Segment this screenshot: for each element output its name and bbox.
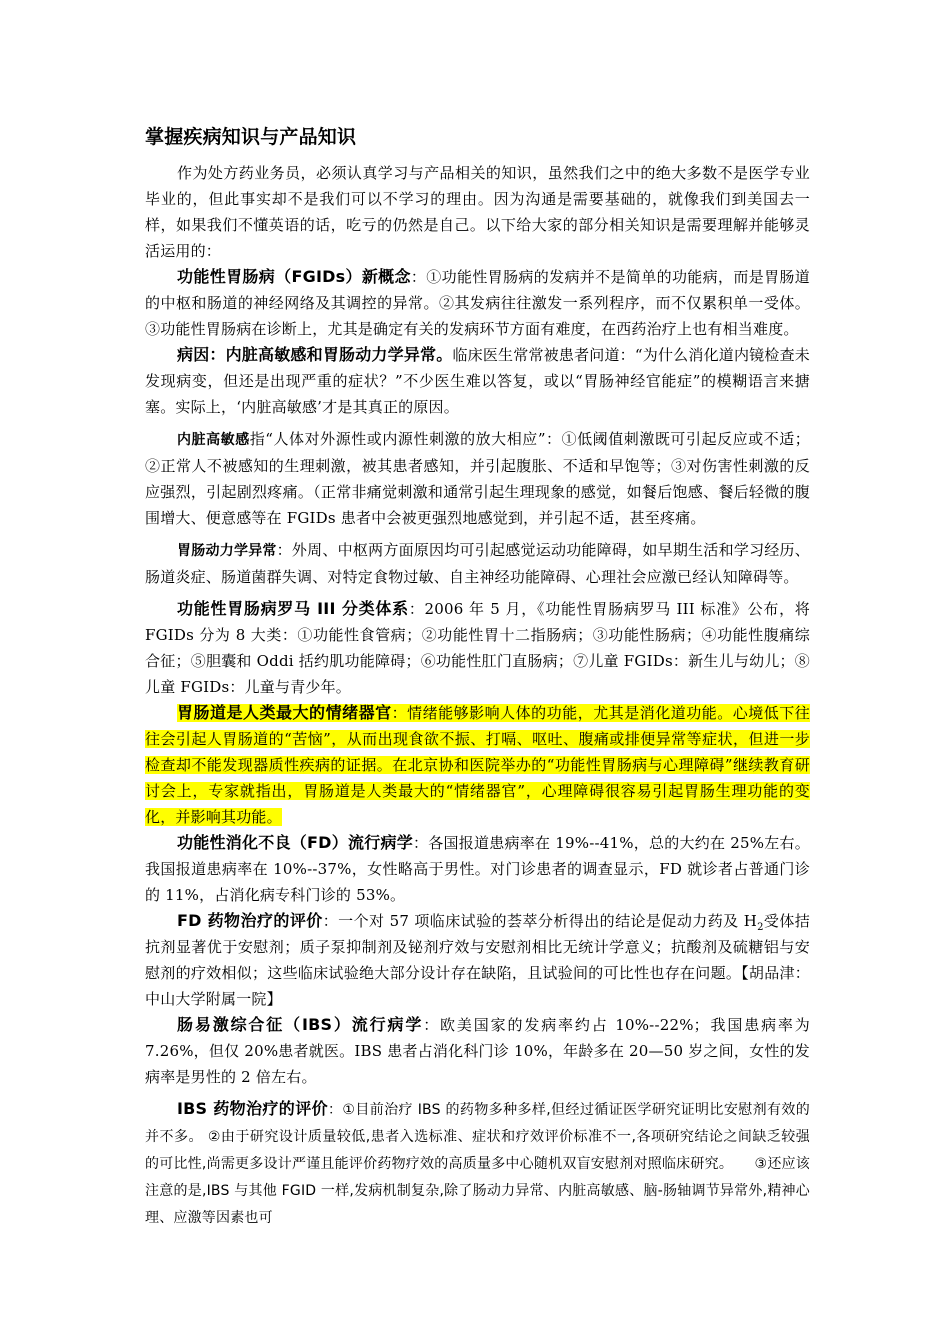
paragraph-fd-epidemiology [145,830,810,908]
body-rome-iii: ：2006 年 5 月，《功能性胃肠病罗马 III 标准》公布，将 FGIDs 分为 8 大类：①功能性食管病；②功能性胃十二指肠病；③功能性肠病；④功能性腹痛综合征；⑤胆囊和 Oddi 括约肌功能障碍；⑥功能性肛门直肠病；⑦儿童 FGIDs：新生儿与幼儿；⑧儿童 FGIDs：儿童与青少年。 [145,600,810,696]
heading-motility: 胃肠动力学异常 [177,543,277,559]
body-fd-drug-eval-b: 受体拮抗剂显著优于安慰剂；质子泵抑制剂及铋剂疗效与安慰剂相比无统计学意义；抗酸剂及硫糖铝与安慰剂的疗效相似；这些临床试验绝大部分设计存在缺陷，且试验间的可比性也存在问题。【胡品津：中山大学附属一院】 [145,912,810,1008]
body-visceral-hypersensitivity: 指“人体对外源性或内源性刺激的放大相应”：①低阈值刺激既可引起反应或不适；②正常人不被感知的生理刺激，被其患者感知，并引起腹胀、不适和早饱等；③对伤害性刺激的反应强烈，引起剧烈疼痛。（正常非痛觉刺激和通常引起生理现象的感觉，如餐后饱感、餐后轻微的腹围增大、便意感等在 FGIDs 患者中会被更强烈地感觉到，并引起不适，甚至疼痛。 [145,430,811,527]
heading-ibs-drug-eval: IBS 药物治疗的评价 [177,1099,328,1118]
paragraph-visceral-hypersensitivity [145,426,810,531]
heading-fd-drug-eval: FD 药物治疗的评价 [177,911,323,930]
body-etiology: 临床医生常常被患者问道：“为什么消化道内镜检查未发现病变，但还是出现严重的症状？”不少医生难以答复，或以“胃肠神经官能症”的模糊语言来搪塞。实际上，‘内脏高敏感’才是其真正的原因。 [145,346,810,416]
body-fd-drug-eval-a: ：一个对 57 项临床试验的荟萃分析得出的结论是促动力药及 H [322,912,758,930]
body-ibs-drug-eval: ：①目前治疗 IBS 的药物多种多样,但经过循证医学研究证明比安慰剂有效的并不多。 ②由于研究设计质量较低,患者入选标准、症状和疗效评价标准不一,各项研究结论之间缺乏较强的可比性,尚需更多设计严谨且能评价药物疗效的高质量多中心随机双盲安慰剂对照临床研究。 ③还应该注意的是,IBS 与其他 FGID 一样,发病机制复杂,除了肠动力异常、内脏高敏感、脑-肠轴调节异常外,精神心理、应激等因素也可 [145,1102,810,1226]
body-fd-epidemiology: ：各国报道患病率在 19%--41%，总的大约在 25%左右。我国报道患病率在 10%--37%，女性略高于男性。对门诊患者的调查显示，FD 就诊者占普通门诊的 11%，占消化病专科门诊的 53%。 [145,834,810,904]
heading-rome-iii: 功能性胃肠病罗马 III 分类体系 [177,599,409,618]
intro-text: 作为处方药业务员，必须认真学习与产品相关的知识，虽然我们之中的绝大多数不是医学专业毕业的，但此事实却不是我们可以不学习的理由。因为沟通是需要基础的，就像我们到美国去一样，如果我们不懂英语的话，吃亏的仍然是自己。以下给大家的部分相关知识是需要理解并能够灵活运用的： [145,164,810,260]
heading-visceral-hypersensitivity: 内脏高敏感 [177,432,250,448]
heading-fd-epidemiology: 功能性消化不良（FD）流行病学 [177,833,413,852]
paragraph-ibs-drug-eval [145,1096,810,1231]
heading-fgids-concept: 功能性胃肠病（FGIDs）新概念 [177,267,411,286]
page-title: 掌握疾病知识与产品知识 [145,126,357,148]
body-ibs-epidemiology: ：欧美国家的发病率约占 10%--22%；我国患病率为 7.26%，但仅 20%患者就医。IBS 患者占消化科门诊 10%，年龄多在 20—50 岁之间，女性的发病率是男性的 2 倍左右。 [145,1016,810,1086]
paragraph-fd-drug-eval [145,908,810,1012]
paragraph-rome-iii [145,596,810,700]
paragraph-etiology [145,342,810,420]
body-motility: ：外周、中枢两方面原因均可引起感觉运动功能障碍，如早期生活和学习经历、肠道炎症、肠道菌群失调、对特定食物过敏、自主神经功能障碍、心理社会应激已经认知障碍等。 [145,541,810,586]
paragraph-emotion-organ [145,700,810,830]
paragraph-ibs-epidemiology [145,1012,810,1090]
heading-ibs-epidemiology: 肠易激综合征（IBS）流行病学 [177,1015,424,1034]
subscript-2: 2 [757,922,764,933]
heading-emotion-organ: 胃肠道是人类最大的情绪器官 [177,703,392,722]
heading-etiology: 病因：内脏高敏感和胃肠动力学异常。 [177,345,453,364]
paragraph-fgids-concept [145,264,810,342]
body-emotion-organ: ：情绪能够影响人体的功能，尤其是消化道功能。心境低下往往会引起人胃肠道的“苦恼”，从而出现食欲不振、打嗝、呕吐、腹痛或排便异常等症状，但进一步检查却不能发现器质性疾病的证据。在北京协和医院举办的“功能性胃肠病与心理障碍”继续教育研讨会上，专家就指出，胃肠道是人类最大的“情绪器官”，心理障碍很容易引起胃肠生理功能的变化，并影响其功能。 [145,704,811,826]
document-page [145,122,810,1231]
body-fgids-concept: ：①功能性胃肠病的发病并不是简单的功能病，而是胃肠道的中枢和肠道的神经网络及其调控的异常。②其发病往往激发一系列程序，而不仅累积单一受体。③功能性胃肠病在诊断上，尤其是确定有关的发病环节方面有难度，在西药治疗上也有相当难度。 [145,268,810,338]
intro-paragraph [145,160,810,264]
highlight-emotion-organ [145,704,810,826]
paragraph-motility [145,537,810,590]
